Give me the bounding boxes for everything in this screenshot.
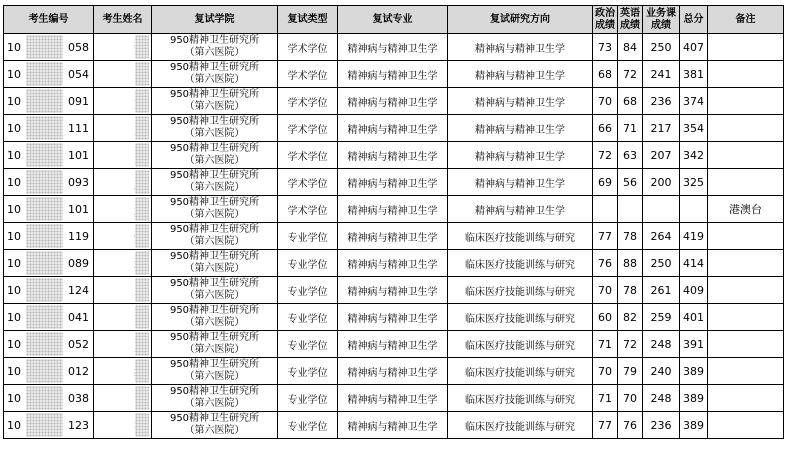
type-cell: 专业学位: [278, 358, 338, 385]
candidate-id-suffix: 038: [68, 392, 89, 405]
major-cell: 精神病与精神卫生学: [338, 277, 448, 304]
privacy-mask: [135, 413, 149, 437]
header-row: [4, 6, 784, 34]
header-type: 复试类型: [278, 6, 338, 34]
business-score: 200: [643, 169, 680, 196]
candidate-id-prefix: 10: [7, 230, 21, 243]
table-row: [4, 277, 784, 304]
type-cell: 专业学位: [278, 250, 338, 277]
header-english: 英语成绩: [618, 6, 643, 34]
politics-score: 77: [593, 412, 618, 439]
college-cell: [152, 169, 278, 196]
college-subname: （第六医院）: [184, 371, 245, 382]
candidate-id-prefix: 10: [7, 95, 21, 108]
candidate-id-suffix: 041: [68, 311, 89, 324]
header-politics: 政治成绩: [593, 6, 618, 34]
politics-score: 77: [593, 223, 618, 250]
candidate-id-suffix: 012: [68, 365, 89, 378]
english-score: 56: [618, 169, 643, 196]
business-score: 264: [643, 223, 680, 250]
college-subname: （第六医院）: [184, 344, 245, 355]
business-score: 217: [643, 115, 680, 142]
college-cell: [152, 142, 278, 169]
college-name: 950精神卫生研究所: [169, 224, 260, 235]
total-score: 419: [680, 223, 708, 250]
business-score: 250: [643, 34, 680, 61]
candidate-id-suffix: 124: [68, 284, 89, 297]
header-direction: 复试研究方向: [448, 6, 593, 34]
candidate-name-cell: [94, 115, 152, 142]
english-score: 78: [618, 223, 643, 250]
politics-score: 73: [593, 34, 618, 61]
college-name: 950精神卫生研究所: [169, 332, 260, 343]
type-cell: 学术学位: [278, 196, 338, 223]
college-name: 950精神卫生研究所: [169, 305, 260, 316]
english-score: 88: [618, 250, 643, 277]
remark-cell: [708, 61, 784, 88]
college-subname: （第六医院）: [184, 236, 245, 247]
candidate-name-cell: [94, 412, 152, 439]
college-name: 950精神卫生研究所: [169, 278, 260, 289]
remark-cell: [708, 277, 784, 304]
major-cell: 精神病与精神卫生学: [338, 250, 448, 277]
type-cell: 专业学位: [278, 223, 338, 250]
candidate-id-suffix: 089: [68, 257, 89, 270]
table-row: [4, 223, 784, 250]
direction-cell: 临床医疗技能训练与研究: [448, 223, 593, 250]
table-body: [4, 34, 784, 439]
candidate-id-prefix: 10: [7, 149, 21, 162]
candidate-name-cell: [94, 304, 152, 331]
candidate-id-prefix: 10: [7, 68, 21, 81]
candidate-id-cell: [4, 88, 94, 115]
politics-score: 72: [593, 142, 618, 169]
privacy-mask: [135, 278, 149, 302]
candidate-id-suffix: 091: [68, 95, 89, 108]
candidate-id-prefix: 10: [7, 419, 21, 432]
total-score: [680, 196, 708, 223]
college-name: 950精神卫生研究所: [169, 116, 260, 127]
college-cell: [152, 115, 278, 142]
candidate-id-cell: [4, 277, 94, 304]
type-cell: 学术学位: [278, 34, 338, 61]
table-row: [4, 250, 784, 277]
college-subname: （第六医院）: [184, 182, 245, 193]
header-remark: 备注: [708, 6, 784, 34]
candidate-name-cell: [94, 196, 152, 223]
type-cell: 专业学位: [278, 385, 338, 412]
politics-score: 70: [593, 277, 618, 304]
candidate-id-prefix: 10: [7, 41, 21, 54]
direction-cell: 精神病与精神卫生学: [448, 34, 593, 61]
college-subname: （第六医院）: [184, 425, 245, 436]
candidate-id-prefix: 10: [7, 284, 21, 297]
privacy-mask: [135, 359, 149, 383]
total-score: 407: [680, 34, 708, 61]
business-score: 236: [643, 88, 680, 115]
politics-score: 76: [593, 250, 618, 277]
candidate-id-cell: [4, 412, 94, 439]
candidate-id-cell: [4, 304, 94, 331]
remark-cell: [708, 304, 784, 331]
privacy-mask: [135, 224, 149, 248]
type-cell: 学术学位: [278, 115, 338, 142]
college-cell: [152, 358, 278, 385]
major-cell: 精神病与精神卫生学: [338, 358, 448, 385]
total-score: 325: [680, 169, 708, 196]
candidate-id-cell: [4, 61, 94, 88]
table-row: [4, 115, 784, 142]
business-score: [643, 196, 680, 223]
remark-cell: [708, 142, 784, 169]
table-row: [4, 196, 784, 223]
direction-cell: 精神病与精神卫生学: [448, 169, 593, 196]
header-business: 业务课成绩: [643, 6, 680, 34]
direction-cell: 临床医疗技能训练与研究: [448, 385, 593, 412]
major-cell: 精神病与精神卫生学: [338, 142, 448, 169]
type-cell: 学术学位: [278, 61, 338, 88]
business-score: 236: [643, 412, 680, 439]
college-cell: [152, 412, 278, 439]
candidate-name-cell: [94, 250, 152, 277]
english-score: [618, 196, 643, 223]
major-cell: 精神病与精神卫生学: [338, 385, 448, 412]
college-name: 950精神卫生研究所: [169, 170, 260, 181]
candidate-id-suffix: 054: [68, 68, 89, 81]
college-name: 950精神卫生研究所: [169, 251, 260, 262]
politics-score: 71: [593, 331, 618, 358]
candidate-id-suffix: 111: [68, 122, 89, 135]
remark-cell: [708, 88, 784, 115]
total-score: 374: [680, 88, 708, 115]
college-subname: （第六医院）: [184, 398, 245, 409]
college-subname: （第六医院）: [184, 155, 245, 166]
major-cell: 精神病与精神卫生学: [338, 331, 448, 358]
candidate-name-cell: [94, 61, 152, 88]
candidate-id-prefix: 10: [7, 203, 21, 216]
direction-cell: 临床医疗技能训练与研究: [448, 277, 593, 304]
direction-cell: 精神病与精神卫生学: [448, 88, 593, 115]
candidate-id-cell: [4, 169, 94, 196]
privacy-mask: [135, 89, 149, 113]
type-cell: 学术学位: [278, 169, 338, 196]
candidate-id-cell: [4, 358, 94, 385]
type-cell: 学术学位: [278, 142, 338, 169]
total-score: 354: [680, 115, 708, 142]
privacy-mask: [26, 143, 63, 167]
college-name: 950精神卫生研究所: [169, 386, 260, 397]
type-cell: 专业学位: [278, 412, 338, 439]
candidate-name-cell: [94, 223, 152, 250]
business-score: 241: [643, 61, 680, 88]
english-score: 72: [618, 331, 643, 358]
privacy-mask: [26, 386, 63, 410]
table-row: [4, 331, 784, 358]
direction-cell: 临床医疗技能训练与研究: [448, 250, 593, 277]
english-score: 84: [618, 34, 643, 61]
politics-score: 70: [593, 358, 618, 385]
table-row: [4, 304, 784, 331]
business-score: 248: [643, 331, 680, 358]
candidate-id-suffix: 093: [68, 176, 89, 189]
english-score: 82: [618, 304, 643, 331]
politics-score: 68: [593, 61, 618, 88]
privacy-mask: [26, 359, 63, 383]
header-id: 考生编号: [4, 6, 94, 34]
english-score: 68: [618, 88, 643, 115]
total-score: 409: [680, 277, 708, 304]
college-cell: [152, 250, 278, 277]
privacy-mask: [26, 251, 63, 275]
candidate-name-cell: [94, 88, 152, 115]
college-cell: [152, 385, 278, 412]
remark-cell: [708, 358, 784, 385]
retest-score-table: [3, 5, 784, 439]
table-row: [4, 358, 784, 385]
privacy-mask: [26, 89, 63, 113]
table-row: [4, 412, 784, 439]
business-score: 261: [643, 277, 680, 304]
college-subname: （第六医院）: [184, 101, 245, 112]
college-name: 950精神卫生研究所: [169, 413, 260, 424]
college-subname: （第六医院）: [184, 74, 245, 85]
major-cell: 精神病与精神卫生学: [338, 304, 448, 331]
privacy-mask: [135, 143, 149, 167]
college-subname: （第六医院）: [184, 317, 245, 328]
candidate-id-cell: [4, 196, 94, 223]
privacy-mask: [135, 35, 149, 59]
candidate-id-prefix: 10: [7, 311, 21, 324]
remark-cell: [708, 169, 784, 196]
major-cell: 精神病与精神卫生学: [338, 196, 448, 223]
table-row: [4, 61, 784, 88]
candidate-id-cell: [4, 331, 94, 358]
college-name: 950精神卫生研究所: [169, 359, 260, 370]
business-score: 250: [643, 250, 680, 277]
business-score: 259: [643, 304, 680, 331]
politics-score: 71: [593, 385, 618, 412]
privacy-mask: [26, 278, 63, 302]
table-row: [4, 169, 784, 196]
english-score: 72: [618, 61, 643, 88]
remark-cell: [708, 115, 784, 142]
college-subname: （第六医院）: [184, 47, 245, 58]
type-cell: 学术学位: [278, 88, 338, 115]
college-name: 950精神卫生研究所: [169, 89, 260, 100]
candidate-id-suffix: 119: [68, 230, 89, 243]
type-cell: 专业学位: [278, 304, 338, 331]
privacy-mask: [135, 305, 149, 329]
major-cell: 精神病与精神卫生学: [338, 412, 448, 439]
direction-cell: 临床医疗技能训练与研究: [448, 358, 593, 385]
college-cell: [152, 304, 278, 331]
privacy-mask: [26, 35, 63, 59]
table-row: [4, 142, 784, 169]
table-row: [4, 88, 784, 115]
privacy-mask: [26, 197, 63, 221]
privacy-mask: [26, 305, 63, 329]
candidate-name-cell: [94, 277, 152, 304]
english-score: 78: [618, 277, 643, 304]
remark-cell: [708, 412, 784, 439]
score-sheet: [3, 5, 784, 439]
remark-cell: [708, 331, 784, 358]
total-score: 389: [680, 385, 708, 412]
direction-cell: 精神病与精神卫生学: [448, 115, 593, 142]
college-cell: [152, 223, 278, 250]
type-cell: 专业学位: [278, 331, 338, 358]
direction-cell: 临床医疗技能训练与研究: [448, 331, 593, 358]
major-cell: 精神病与精神卫生学: [338, 169, 448, 196]
business-score: 240: [643, 358, 680, 385]
total-score: 342: [680, 142, 708, 169]
total-score: 401: [680, 304, 708, 331]
college-subname: （第六医院）: [184, 128, 245, 139]
candidate-id-prefix: 10: [7, 338, 21, 351]
candidate-id-suffix: 052: [68, 338, 89, 351]
privacy-mask: [135, 170, 149, 194]
candidate-id-cell: [4, 250, 94, 277]
college-name: 950精神卫生研究所: [169, 143, 260, 154]
candidate-id-suffix: 101: [68, 149, 89, 162]
major-cell: 精神病与精神卫生学: [338, 61, 448, 88]
privacy-mask: [26, 413, 63, 437]
major-cell: 精神病与精神卫生学: [338, 223, 448, 250]
candidate-id-prefix: 10: [7, 392, 21, 405]
remark-cell: [708, 34, 784, 61]
college-subname: （第六医院）: [184, 290, 245, 301]
candidate-name-cell: [94, 331, 152, 358]
college-cell: [152, 196, 278, 223]
remark-cell: [708, 250, 784, 277]
remark-cell: [708, 385, 784, 412]
business-score: 248: [643, 385, 680, 412]
major-cell: 精神病与精神卫生学: [338, 88, 448, 115]
total-score: 389: [680, 358, 708, 385]
direction-cell: 临床医疗技能训练与研究: [448, 304, 593, 331]
college-name: 950精神卫生研究所: [169, 35, 260, 46]
candidate-id-suffix: 123: [68, 419, 89, 432]
candidate-id-cell: [4, 385, 94, 412]
direction-cell: 精神病与精神卫生学: [448, 196, 593, 223]
politics-score: 66: [593, 115, 618, 142]
total-score: 381: [680, 61, 708, 88]
privacy-mask: [26, 332, 63, 356]
politics-score: [593, 196, 618, 223]
remark-cell: [708, 223, 784, 250]
privacy-mask: [26, 62, 63, 86]
candidate-id-prefix: 10: [7, 257, 21, 270]
candidate-id-cell: [4, 142, 94, 169]
direction-cell: 临床医疗技能训练与研究: [448, 412, 593, 439]
english-score: 63: [618, 142, 643, 169]
college-cell: [152, 34, 278, 61]
college-subname: （第六医院）: [184, 209, 245, 220]
candidate-name-cell: [94, 169, 152, 196]
candidate-name-cell: [94, 142, 152, 169]
privacy-mask: [135, 116, 149, 140]
candidate-id-suffix: 058: [68, 41, 89, 54]
privacy-mask: [135, 332, 149, 356]
business-score: 207: [643, 142, 680, 169]
privacy-mask: [135, 197, 149, 221]
privacy-mask: [135, 62, 149, 86]
candidate-name-cell: [94, 34, 152, 61]
direction-cell: 精神病与精神卫生学: [448, 61, 593, 88]
college-cell: [152, 88, 278, 115]
header-college: 复试学院: [152, 6, 278, 34]
privacy-mask: [26, 116, 63, 140]
college-name: 950精神卫生研究所: [169, 62, 260, 73]
candidate-id-prefix: 10: [7, 365, 21, 378]
table-row: [4, 385, 784, 412]
candidate-id-cell: [4, 223, 94, 250]
total-score: 414: [680, 250, 708, 277]
header-total: 总分: [680, 6, 708, 34]
candidate-id-prefix: 10: [7, 122, 21, 135]
header-name: 考生姓名: [94, 6, 152, 34]
privacy-mask: [135, 386, 149, 410]
total-score: 389: [680, 412, 708, 439]
privacy-mask: [26, 224, 63, 248]
politics-score: 69: [593, 169, 618, 196]
politics-score: 60: [593, 304, 618, 331]
table-row: [4, 34, 784, 61]
header-major: 复试专业: [338, 6, 448, 34]
college-subname: （第六医院）: [184, 263, 245, 274]
major-cell: 精神病与精神卫生学: [338, 115, 448, 142]
college-cell: [152, 331, 278, 358]
candidate-name-cell: [94, 385, 152, 412]
candidate-id-cell: [4, 115, 94, 142]
college-cell: [152, 61, 278, 88]
major-cell: 精神病与精神卫生学: [338, 34, 448, 61]
college-cell: [152, 277, 278, 304]
english-score: 76: [618, 412, 643, 439]
candidate-id-prefix: 10: [7, 176, 21, 189]
type-cell: 专业学位: [278, 277, 338, 304]
privacy-mask: [135, 251, 149, 275]
total-score: 391: [680, 331, 708, 358]
english-score: 79: [618, 358, 643, 385]
candidate-name-cell: [94, 358, 152, 385]
remark-cell: 港澳台: [708, 196, 784, 223]
candidate-id-suffix: 101: [68, 203, 89, 216]
direction-cell: 精神病与精神卫生学: [448, 142, 593, 169]
politics-score: 70: [593, 88, 618, 115]
college-name: 950精神卫生研究所: [169, 197, 260, 208]
english-score: 71: [618, 115, 643, 142]
english-score: 70: [618, 385, 643, 412]
privacy-mask: [26, 170, 63, 194]
candidate-id-cell: [4, 34, 94, 61]
